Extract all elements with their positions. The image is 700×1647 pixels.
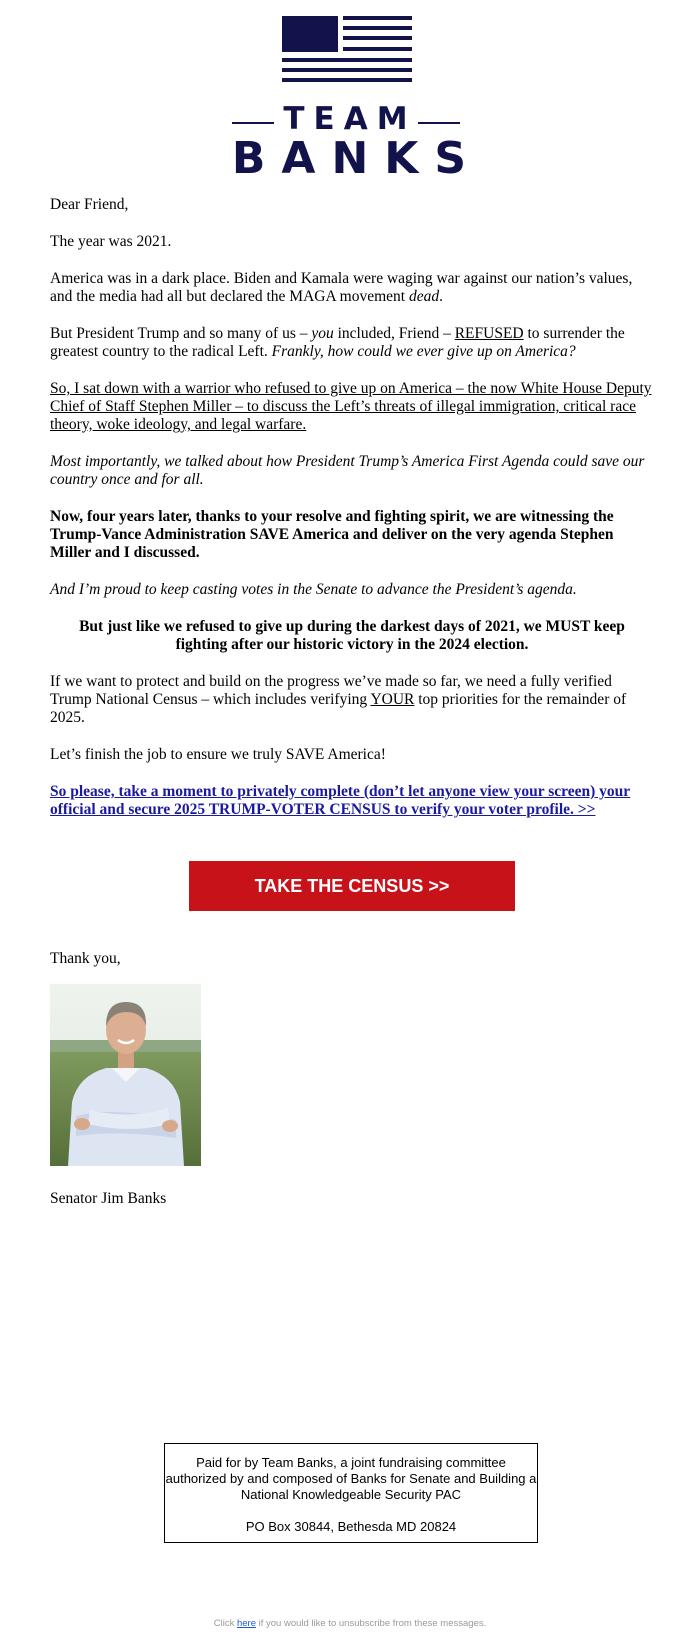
take-census-button[interactable]: TAKE THE CENSUS >> [189,861,515,911]
paragraph-2 [50,270,654,306]
paragraph-3-refused: REFUSED [454,325,524,342]
paragraph-9-text-c: top priorities for the remainder of 2025. [50,691,627,726]
mailing-address: PO Box 30844, Bethesda MD 20824 [245,1519,457,1534]
unsubscribe-line [0,1618,700,1629]
disclaimer-text: Paid for by Team Banks, a joint fundraising committee authorized by and composed of Banks for Senate and Building a National Knowledgeable Security PAC [165,1455,537,1502]
paragraph-3 [50,325,654,361]
paid-for-disclaimer [164,1443,538,1543]
unsubscribe-prefix: Click [213,1618,237,1629]
paragraph-3-you: you [311,325,334,342]
paragraph-3-text-a: But President Trump and so many of us – [50,325,312,342]
paragraph-9-your: YOUR [370,691,415,708]
flag-icon [282,16,412,82]
paragraph-2-emphasis: dead [408,288,440,305]
paragraph-6: Now, four years later, thanks to your resolve and fighting spirit, we are witnessing the Trump-Vance Administration SAVE America and deliver on the very agenda Stephen Miller and I discussed. [50,508,614,561]
paragraph-2-text: America was in a dark place. Biden and Kamala were waging war against our nation’s values, and the media had all but declared the MAGA movement [50,270,633,305]
unsubscribe-suffix: if you would like to unsubscribe from these messages. [256,1618,487,1629]
paragraph-2-end: . [439,288,443,305]
paragraph-1: The year was 2021. [50,233,172,250]
signature: Senator Jim Banks [50,1190,167,1207]
logo-word-banks: BANKS [231,133,483,184]
logo-rule-right [418,122,460,124]
email-body [50,196,654,819]
paragraph-9-text-a: If we want to protect and build on the progress we’ve made so far, we need a fully verified Trump National Census – which includes verifying [50,673,612,708]
paragraph-7: And I’m proud to keep casting votes in the Senate to advance the President’s agenda. [50,581,577,598]
logo-word-team: TEAM [283,101,417,137]
paragraph-10: Let’s finish the job to ensure we truly SAVE America! [50,746,386,763]
paragraph-3-text-e: to surrender the greatest country to the radical Left. [50,325,625,360]
paragraph-3-text-c: included, Friend – [333,325,455,342]
greeting: Dear Friend, [50,196,129,213]
closing: Thank you, [50,950,121,967]
unsubscribe-link[interactable]: here [236,1618,256,1629]
team-banks-logo [0,0,700,190]
census-link[interactable]: So please, take a moment to privately complete (don’t let anyone view your screen) your official and secure 2025 TRUMP-VOTER CENSUS to verify your voter profile. >> [50,783,631,818]
paragraph-9 [50,673,654,727]
paragraph-4: So, I sat down with a warrior who refused to give up on America – the now White House Deputy Chief of Staff Stephen Miller – to discuss the Left’s threats of illegal immigration, critical race theory, woke ideology, and legal warfare. [50,380,652,433]
paragraph-5: Most importantly, we talked about how President Trump’s America First Agenda could save our country once and for all. [50,453,645,488]
senator-photo [50,984,201,1166]
paragraph-8: But just like we refused to give up during the darkest days of 2021, we MUST keep fighting after our historic victory in the 2024 election. [79,618,625,653]
paragraph-3-question: Frankly, how could we ever give up on America? [271,343,576,360]
